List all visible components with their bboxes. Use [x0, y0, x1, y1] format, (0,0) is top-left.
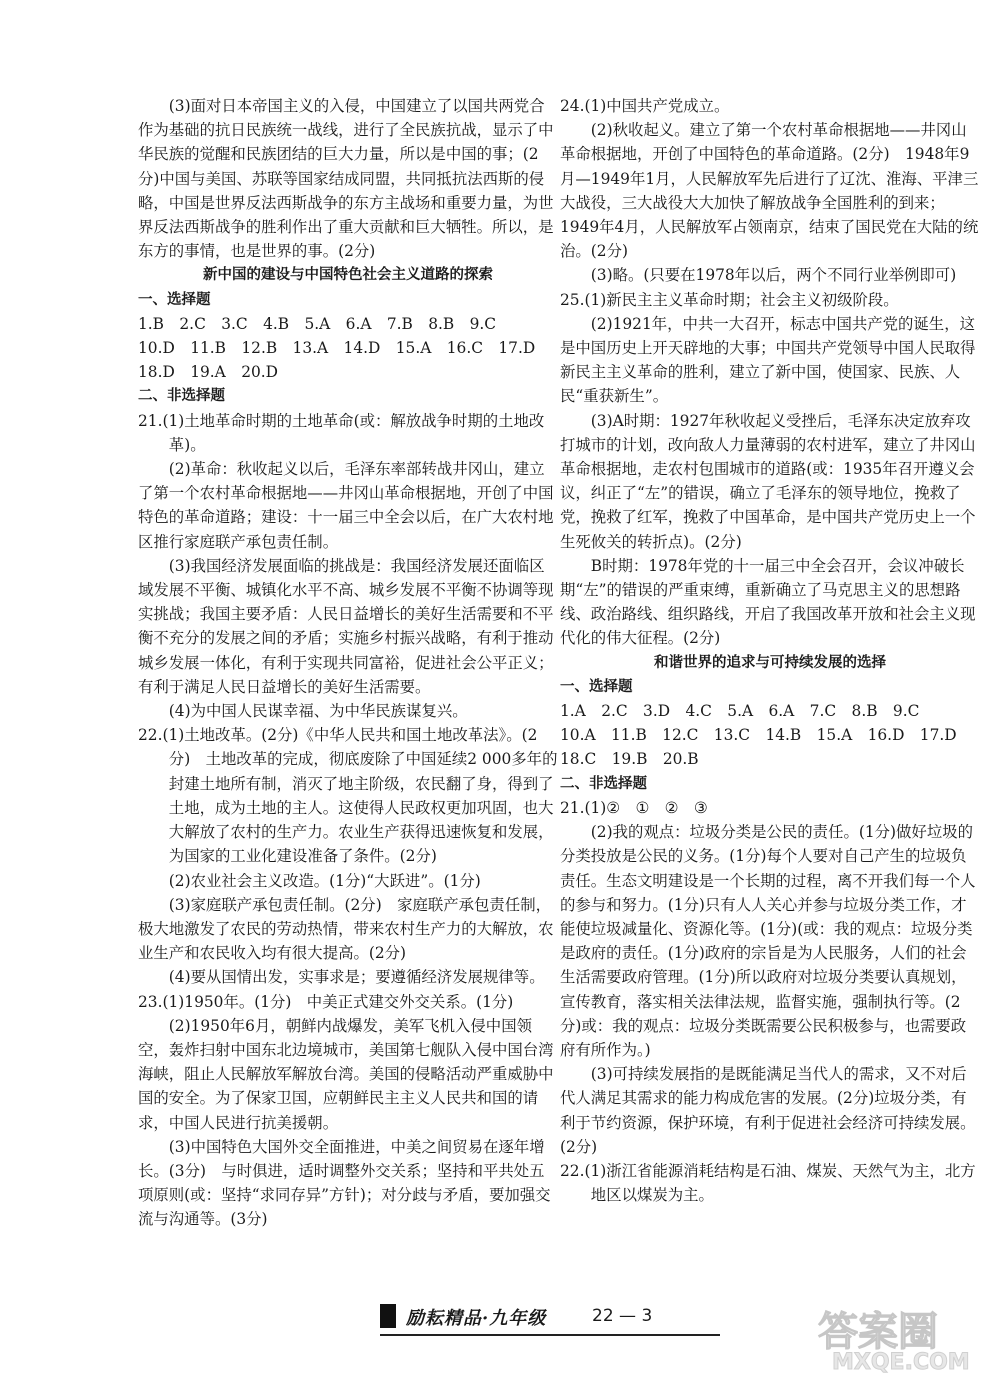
- q21-part4: (4)为中国人民谋幸福、为中华民族谋复兴。: [168, 702, 468, 721]
- choice-row: 10.D 11.B 12.B 13.A 14.D 15.A 16.C 17.D: [138, 339, 536, 358]
- section-title-new-china: 新中国的建设与中国特色社会主义道路的探索: [203, 267, 493, 284]
- choice-row: 1.B 2.C 3.C 4.B 5.A 6.A 7.B 8.B 9.C: [138, 314, 497, 333]
- q25-part1: 25.(1)新民主主义革命时期；社会主义初级阶段。: [560, 290, 899, 309]
- q23-part2: (2)1950年6月，朝鲜内战爆发，美军飞机入侵中国领空，轰炸扫射中国东北边境城市，美国第七舰队入侵中国台湾海峡，阻止人民解放军解放台湾。美国的侵略活动严重威胁中国的安全。为了保家卫国，应朝鲜民主主义人民共和国的请求，中国人民进行抗美援朝。: [138, 1016, 554, 1132]
- q21-part2: (2)革命：秋收起义以后，毛泽东率部转战井冈山，建立了第一个农村革命根据地——井冈山革命根据地，开创了中国特色的革命道路；建设：十一届三中全会以后，在广大农村地区推行家庭联产承包责任制。: [138, 460, 554, 551]
- choice-row: 1.A 2.C 3.D 4.C 5.A 6.A 7.C 8.B 9.C: [560, 702, 920, 721]
- choice-row: 18.C 19.B 20.B: [560, 750, 699, 769]
- q21-part3: (3)可持续发展指的是既能满足当代人的需求，又不对后代人满足其需求的能力构成危害的发展。(2分)垃圾分类，有利于节约资源，保护环境，有利于促进社会经济可持续发展。(2分): [560, 1065, 976, 1156]
- choice-row: 10.A 11.B 12.C 13.C 14.B 15.A 16.D 17.D: [560, 726, 957, 745]
- page-footer: [380, 1300, 720, 1336]
- paragraph: (3)面对日本帝国主义的入侵，中国建立了以国共两党合作为基础的抗日民族统一战线，进行了全民族抗战，显示了中华民族的觉醒和民族团结的巨大力量，所以是中国的事；(2分)中国与美国、苏联等国家结成同盟，共同抵抗法西斯的侵略，中国是世界反法西斯战争的东方主战场和重要力量，为世界反法西斯战争的胜利作出了重大贡献和巨大牺牲。所以，是东方的事情，也是世界的事。(2分): [138, 97, 554, 261]
- q24-part1: 24.(1)中国共产党成立。: [560, 97, 730, 115]
- q25-part3: (3)A时期：1927年秋收起义受挫后，毛泽东决定放弃攻打城市的计划，改向敌人力量薄弱的农村进军，建立了井冈山革命根据地，走农村包围城市的道路(或：1935年召开遵义会议，纠正了“左”的错误，确立了毛泽东的领导地位，挽救了党，挽救了红军，挽救了中国革命，是中国共产党历史上一个生死攸关的转折点)。(2分): [560, 411, 976, 551]
- choice-heading: 一、选择题: [560, 678, 633, 695]
- q22-part4: (4)要从国情出发，实事求是；要遵循经济发展规律等。: [168, 968, 545, 987]
- footer-mark: [380, 1304, 396, 1328]
- q20-part3: [138, 94, 558, 263]
- q22-part2: (2)农业社会主义改造。(1分)“大跃进”。(1分): [168, 871, 481, 890]
- q22-part1: 22.(1)土地改革。(2分)《中华人民共和国土地改革法》。(2分) 土地改革的完成，彻底废除了中国延续2 000多年的封建土地所有制，消灭了地主阶级，农民翻了身，得到了土地，成为土地的主人。这使得人民政权更加巩固，也大大解放了农村的生产力。农业生产获得迅速恢复和发展，为国家的工业化建设准备了条件。(2分): [138, 726, 558, 866]
- q21-part2: (2)我的观点：垃圾分类是公民的责任。(1分)做好垃圾的分类投放是公民的义务。(1分)每个人要对自己产生的垃圾负责任。生态文明建设是一个长期的过程，离不开我们每一个人的参与和努力。(1分)只有人人关心并参与垃圾分类工作，才能使垃圾减量化、资源化等。(1分)(或：我的观点：垃圾分类是政府的责任。(1分)政府的宗旨是为人民服务，人们的社会生活需要政府管理。(1分)所以政府对垃圾分类要认真规划，宣传教育，落实相关法律法规，监督实施，强制执行等。(2分)或：我的观点：垃圾分类既需要公民积极参与，也需要政府有所作为。): [560, 823, 976, 1059]
- q22-part1: 22.(1)浙江省能源消耗结构是石油、煤炭、天然气为主，北方地区以煤炭为主。: [560, 1161, 976, 1205]
- nonchoice-heading: 二、非选择题: [560, 775, 647, 792]
- page-number: 22 — 3: [592, 1306, 653, 1326]
- left-column: [138, 94, 558, 1232]
- q24-part2: (2)秋收起义。建立了第一个农村革命根据地——井冈山革命根据地，开创了中国特色的革命道路。(2分) 1948年9月—1949年1月，人民解放军先后进行了辽沈、淮海、平津三大战役，三大战役大大加快了解放战争全国胜利的到来；1949年4月，人民解放军占领南京，结束了国民党在大陆的统治。(2分): [560, 121, 979, 261]
- q21-part1: 21.(1)② ① ② ③: [560, 798, 708, 817]
- choice-heading: 一、选择题: [138, 291, 211, 308]
- watermark-url: MXQE.COM: [832, 1350, 970, 1375]
- nonchoice-heading: 二、非选择题: [138, 388, 225, 405]
- q21-part3: (3)我国经济发展面临的挑战是：我国经济发展还面临区域发展不平衡、城镇化水平不高、城乡发展不平衡不协调等现实挑战；我国主要矛盾：人民日益增长的美好生活需要和不平衡不充分的发展之间的矛盾；实施乡村振兴战略，有利于推动城乡发展一体化，有利于实现共同富裕，促进社会公平正义；有利于满足人民日益增长的美好生活需要。: [138, 556, 554, 696]
- q25-part2: (2)1921年，中共一大召开，标志中国共产党的诞生，这是中国历史上开天辟地的大事；中国共产党领导中国人民取得新民主主义革命的胜利，建立了新中国，使国家、民族、人民“重获新生”。: [560, 314, 976, 406]
- book-title: 励耘精品·九年级: [406, 1308, 547, 1329]
- q23-part3: (3)中国特色大国外交全面推进，中美之间贸易在逐年增长。(3分) 与时俱进，适时调整外交关系；坚持和平共处五项原则(或：坚持“求同存异”方针)；对分歧与矛盾，要加强交流与沟通等。(3分): [138, 1137, 551, 1229]
- choice-row: 18.D 19.A 20.D: [138, 363, 279, 382]
- section-title-harmony: 和谐世界的追求与可持续发展的选择: [654, 654, 886, 671]
- watermark-text: 答案圈: [818, 1309, 938, 1355]
- q22-part3: (3)家庭联产承包责任制。(2分) 家庭联产承包责任制，极大地激发了农民的劳动热情，带来农村生产力的大解放，农业生产和农民收入均有很大提高。(2分): [138, 895, 554, 963]
- right-column: [560, 94, 980, 1207]
- q25-part3b: B时期：1978年党的十一届三中全会召开，会议冲破长期“左”的错误的严重束缚，重新确立了马克思主义的思想路线、政治路线、组织路线，开启了我国改革开放和社会主义现代化的伟大征程。(2分): [560, 556, 976, 648]
- watermark-logo: [818, 1300, 988, 1378]
- q23-part1: 23.(1)1950年。(1分) 中美正式建交外交关系。(1分): [138, 992, 514, 1011]
- q24-part3: (3)略。(只要在1978年以后，两个不同行业举例即可): [590, 266, 957, 285]
- q21-part1: 21.(1)土地革命时期的土地革命(或：解放战争时期的土地改革)。: [138, 411, 545, 454]
